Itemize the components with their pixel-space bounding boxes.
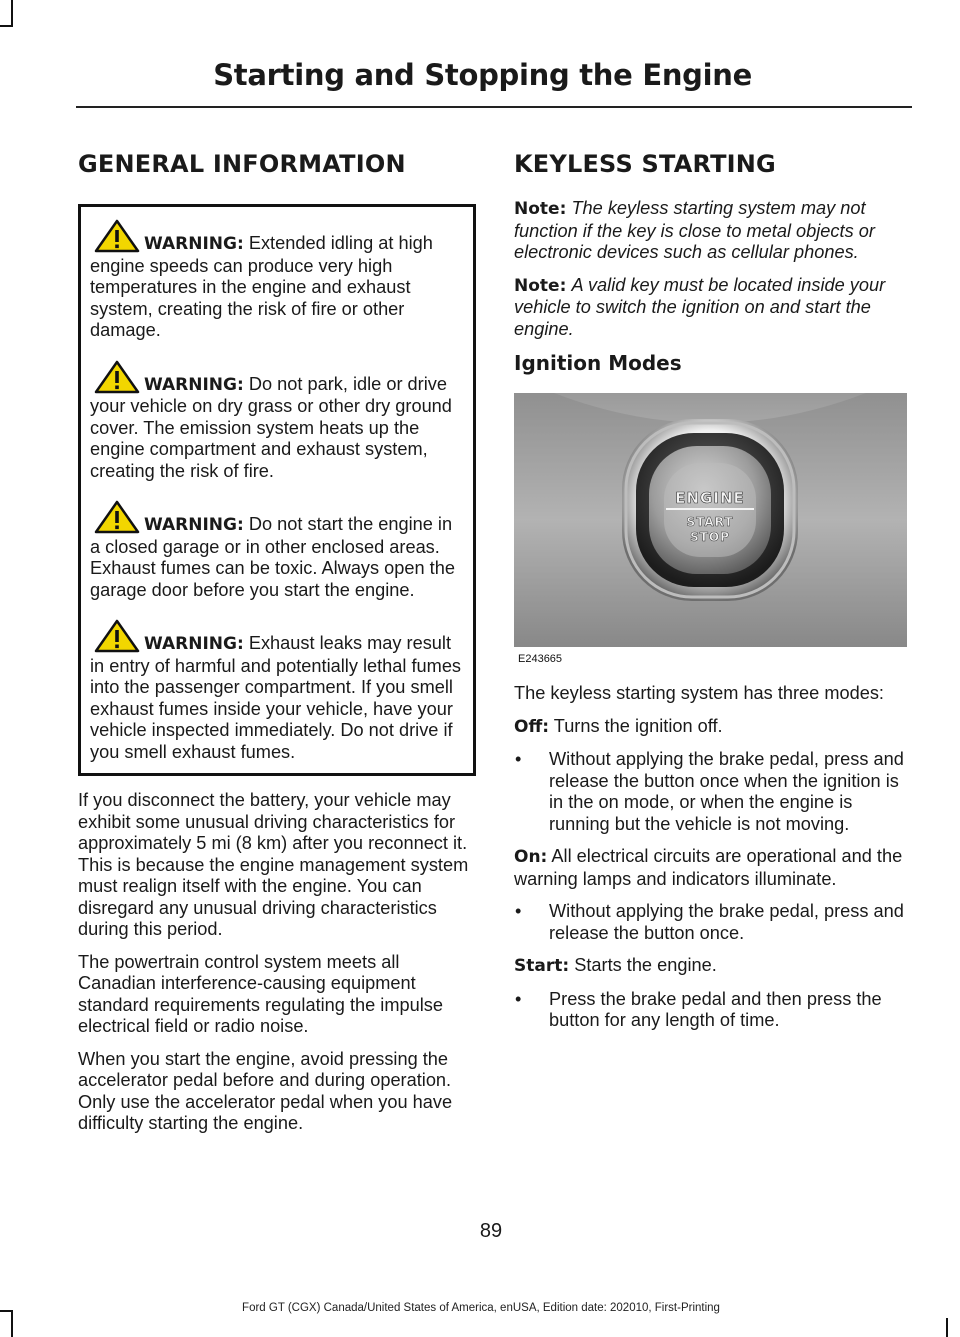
list-item: • Without applying the brake pedal, press and release the button once when the ignition is in the on mode, or when the engine is running but the vehicle is not moving. bbox=[514, 749, 909, 835]
note-valid-key bbox=[514, 275, 909, 341]
mode-off bbox=[514, 716, 909, 739]
warning-label: WARNING: bbox=[144, 234, 244, 254]
warning-item bbox=[90, 219, 465, 342]
crop-mark bbox=[0, 25, 13, 27]
paragraph-accelerator: When you start the engine, avoid pressing the accelerator pedal before and during operation. Only use the accelerator pedal when you have difficulty starting the engine. bbox=[78, 1048, 453, 1133]
warning-label: WARNING: bbox=[144, 374, 244, 395]
figure-id: E243665 bbox=[518, 653, 563, 665]
mode-text: Starts the engine. bbox=[569, 955, 717, 975]
page-header-title: Starting and Stopping the Engine bbox=[213, 58, 752, 92]
note-metal-objects bbox=[514, 198, 909, 264]
mode-start bbox=[514, 955, 909, 978]
note-text: A valid key must be located inside your vehicle to switch the ignition on and start the engine. bbox=[514, 274, 886, 339]
mode-label: Off: bbox=[514, 716, 550, 737]
note-label: Note: bbox=[514, 199, 567, 219]
left-column bbox=[78, 142, 476, 1146]
list-item: • Without applying the brake pedal, press and release the button once. bbox=[514, 901, 909, 944]
button-text-start: START bbox=[686, 515, 734, 529]
list-item: • Press the brake pedal and then press the button for any length of time. bbox=[514, 989, 909, 1032]
warning-text: Do not park, idle or drive your vehicle on dry grass or other dry ground cover. The emission system heats up the engine compartment and exhaust system, creating the risk of fire. bbox=[90, 373, 452, 481]
warning-triangle-icon bbox=[94, 360, 140, 394]
warning-text: Do not start the engine in a closed garage or in other enclosed areas. Exhaust fumes can be toxic. Always open the garage door before you start the engine. bbox=[90, 514, 455, 600]
subsection-title-ignition-modes: Ignition Modes bbox=[514, 351, 682, 375]
mode-on bbox=[514, 846, 909, 890]
warning-text: Extended idling at high engine speeds can produce very high temperatures in the engine and exhaust system, creating the risk of fire or other damage. bbox=[90, 233, 433, 340]
section-title-general-information: GENERAL INFORMATION bbox=[78, 150, 406, 178]
page-number: 89 bbox=[479, 1220, 503, 1242]
warning-triangle-icon bbox=[94, 219, 140, 253]
mode-label: Start: bbox=[514, 956, 570, 976]
mode-label: On: bbox=[514, 847, 548, 867]
start-stop-button-illustration bbox=[514, 393, 907, 647]
note-text: The keyless starting system may not function if the key is close to metal objects or electronic devices such as cellular phones. bbox=[514, 198, 875, 262]
mode-on-bullets bbox=[514, 901, 909, 944]
warning-item bbox=[90, 500, 465, 601]
warning-text: Exhaust leaks may result in entry of harmful and potentially lethal fumes into the passenger compartment. If you smell exhaust fumes inside your vehicle, have your vehicle inspected immediately. Do not drive if you smell exhaust fumes. bbox=[90, 633, 462, 762]
button-text-engine: ENGINE bbox=[675, 489, 745, 507]
crop-mark bbox=[946, 1318, 948, 1337]
engine-start-stop-button-figure bbox=[514, 393, 907, 663]
crop-mark bbox=[11, 0, 13, 26]
warning-triangle-icon bbox=[94, 619, 140, 653]
footer-edition-info: Ford GT (CGX) Canada/United States of America, enUSA, Edition date: 202010, First-Printing bbox=[242, 1302, 720, 1314]
mode-start-bullets bbox=[514, 989, 909, 1032]
warning-label: WARNING: bbox=[144, 515, 244, 535]
right-column bbox=[514, 142, 909, 1043]
mode-text: Turns the ignition off. bbox=[549, 715, 723, 736]
warning-item bbox=[90, 360, 465, 483]
note-label: Note: bbox=[514, 275, 567, 296]
button-text-stop: STOP bbox=[690, 530, 730, 544]
paragraph-modes-intro: The keyless starting system has three modes: bbox=[514, 683, 884, 703]
mode-off-bullets bbox=[514, 749, 909, 835]
warning-label: WARNING: bbox=[144, 634, 244, 654]
warning-box bbox=[78, 204, 476, 776]
paragraph-battery: If you disconnect the battery, your vehicle may exhibit some unusual driving characteristics for approximately 5 mi (8 km) after you reconnect it. This is because the engine management system must realign itself with the engine. You can disregard any unusual driving characteristics during this period. bbox=[78, 790, 469, 939]
mode-text: All electrical circuits are operational and the warning lamps and indicators illuminate. bbox=[514, 846, 903, 889]
section-title-keyless-starting: KEYLESS STARTING bbox=[514, 150, 776, 178]
crop-mark bbox=[11, 1310, 13, 1337]
paragraph-powertrain: The powertrain control system meets all Canadian interference-causing equipment standard requirements regulating the impulse electrical field or radio noise. bbox=[78, 951, 443, 1036]
header-rule bbox=[76, 106, 912, 108]
warning-triangle-icon bbox=[94, 500, 140, 534]
warning-item bbox=[90, 619, 465, 763]
